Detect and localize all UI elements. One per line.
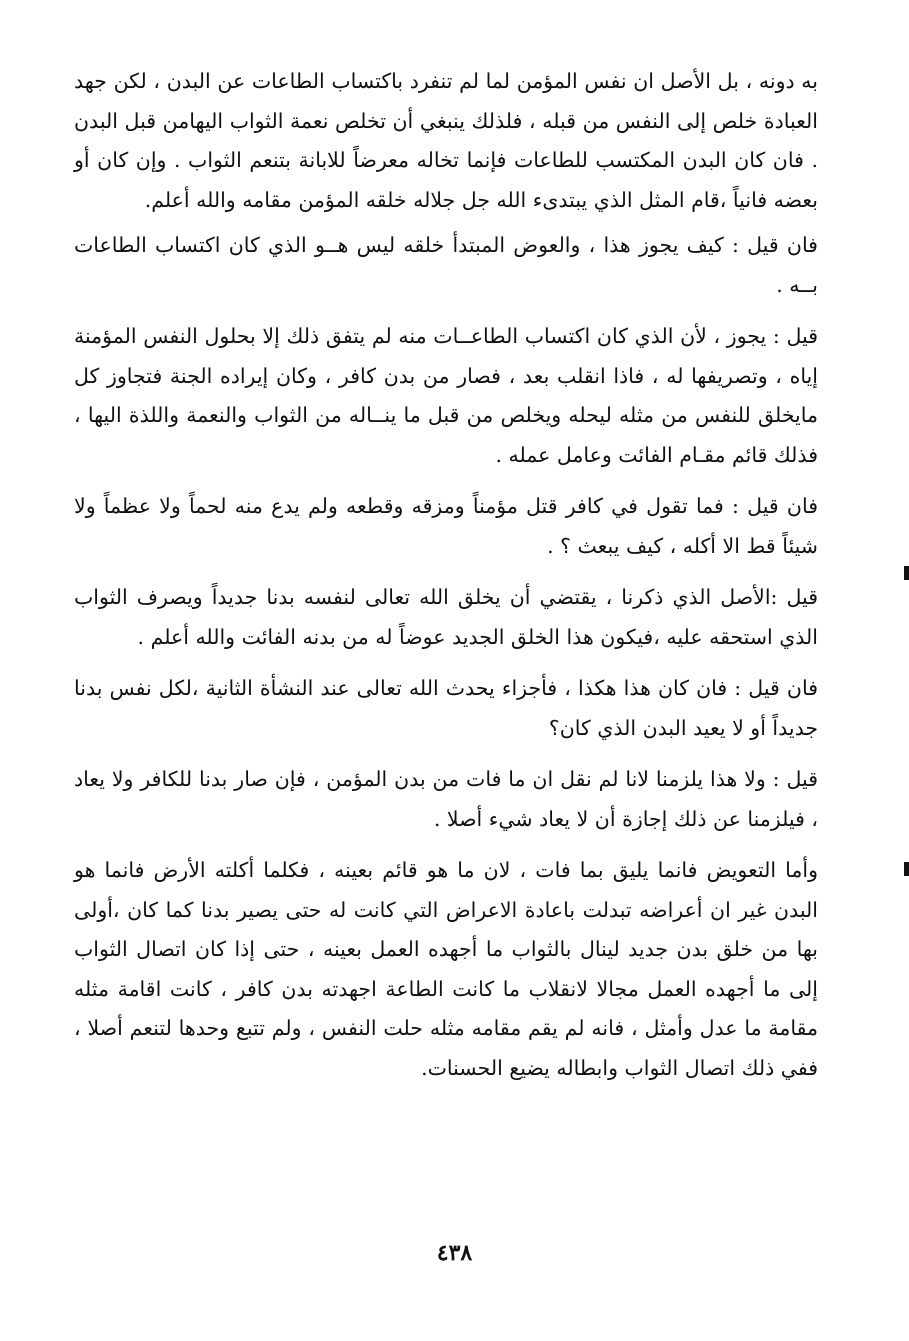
scan-edge-mark <box>904 566 909 580</box>
paragraph-1: به دونه ، بل الأصل ان نفس المؤمن لما لم تنفرد باكتساب الطاعات عن البدن ، لكن جهد العبادة خلص إلى النفس من قبله ، فلذلك ينبغي أن تخلص نعمة الثواب اليهامن قبل البدن . فان كان البدن المكتسب للطاعات فإنما تخاله معرضاً للابانة بتنعم الثواب . وإن كان أو بعضه فانياً ،قام المثل الذي يبتدىء الله جل جلاله خلقه المؤمن مقامه والله أعلم. <box>74 69 818 212</box>
page-text-block <box>74 62 818 1262</box>
paragraph-8: وأما التعويض فانما يليق بما فات ، لان ما هو قائم بعينه ، فكلما أكلته الأرض فانما هو البدن غير ان أعراضه تبدلت باعادة الاعراض التي كانت له حتى يصير بدنا كما كان ،أولى بها من خلق بدن جديد لينال بالثواب ما أجهده العمل بعينه ، حتى إذا كان اتصال الثواب إلى ما أجهده العمل مجالا لانقلاب ما كانت الطاعة اجهدته بدن كافر ، كانت اقامة مثله مقامة ما عدل وأمثل ، فانه لم يقم مقامه مثله حلت النفس ، ولم تتبع وحدها لتنعم أصلا ، ففي ذلك اتصال الثواب وابطاله يضيع الحسنات. <box>74 858 818 1080</box>
paragraph-7: قيل : ولا هذا يلزمنا لانا لم نقل ان ما فات من بدن المؤمن ، فإن صار بدنا للكافر ولا يعاد ، فيلزمنا عن ذلك إجازة أن لا يعاد شيء أصلا . <box>74 767 818 831</box>
paragraph-5: قيل :الأصل الذي ذكرنا ، يقتضي أن يخلق الله تعالى لنفسه بدنا جديداً ويصرف الثواب الذي استحقه عليه ،فيكون هذا الخلق الجديد عوضاً له من بدنه الفائت والله أعلم . <box>74 585 818 649</box>
paragraph-2: فان قيل : كيف يجوز هذا ، والعوض المبتدأ خلقه ليس هــو الذي كان اكتساب الطاعات بــه . <box>74 233 818 297</box>
scan-edge-mark <box>904 862 909 876</box>
paragraph-6: فان قيل : فان كان هذا هكذا ، فأجزاء يحدث الله تعالى عند النشأة الثانية ،لكل نفس بدنا جديداً أو لا يعيد البدن الذي كان؟ <box>74 676 818 740</box>
paragraph-3: قيل : يجوز ، لأن الذي كان اكتساب الطاعــات منه لم يتفق ذلك إلا بحلول النفس المؤمنة إياه ، وتصريفها له ، فاذا انقلب بعد ، فصار من بدن كافر ، وكان إيراده الجنة فتجاوز كل مايخلق للنفس من مثله ليحله ويخلص من قبل ما ينــاله من الثواب والنعمة واللذة اليها ، فذلك قائم مقـام الفائت وعامل عمله . <box>74 324 818 467</box>
paragraph-4: فان قيل : فما تقول في كافر قتل مؤمناً ومزقه وقطعه ولم يدع منه لحماً ولا عظماً ولا شيئاً قط الا أكله ، كيف يبعث ؟ . <box>74 494 818 558</box>
page-number: ٤٣٨ <box>436 1240 473 1266</box>
